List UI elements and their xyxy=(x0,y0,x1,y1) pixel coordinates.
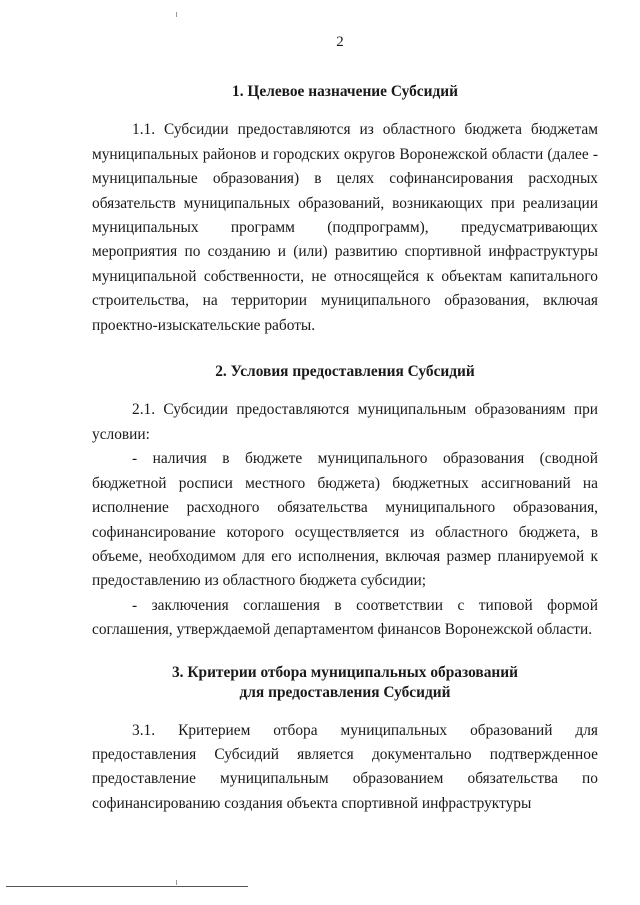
paragraph-2-1-condition-a: - наличия в бюджете муниципального образования (сводной бюджетной росписи местного бюджета) бюджетных ассигнований на исполнение расходного обязательства муниципального образования, софинансирование которого осуществляется из областного бюджета, в объеме, необходимом для его исполнения, включая размер планируемой к предоставлению из областного бюджета субсидии; xyxy=(92,450,598,590)
footer-rule xyxy=(6,886,248,887)
section-3-heading-line-1: 3. Критерии отбора муниципальных образований xyxy=(171,663,519,681)
paragraph-3-1: 3.1. Критерием отбора муниципальных образований для предоставления Субсидий является документально подтвержденное предоставление муниципальным образованием обязательства по софинансированию создания объекта спортивной инфраструктуры xyxy=(92,721,598,812)
document-body xyxy=(92,80,598,816)
section-3-heading xyxy=(92,663,598,703)
scan-speck xyxy=(176,880,177,885)
section-1-heading: 1. Целевое назначение Субсидий xyxy=(232,83,458,100)
page-number: 2 xyxy=(336,34,344,50)
paragraph-2-1: 2.1. Субсидии предоставляются муниципальным образованиям при условии: xyxy=(92,401,598,443)
paragraph-1-1: 1.1. Субсидии предоставляются из областного бюджета бюджетам муниципальных районов и городских округов Воронежской области (далее - муниципальные образования) в целях софинансирования расходных обязательств муниципальных образований, возникающих при реализации муниципальных программ (подпрограмм), предусматривающих мероприятия по созданию и (или) развитию спортивной инфраструктуры муниципальной собственности, не относящейся к объектам капитального строительства, на территории муниципального образования, включая проектно-изыскательские работы. xyxy=(92,121,598,334)
paragraph-2-1-condition-b: - заключения соглашения в соответствии с типовой формой соглашения, утверждаемой департаментом финансов Воронежской области. xyxy=(92,596,598,639)
section-3-heading-line-2: для предоставления Субсидий xyxy=(239,683,451,701)
section-2-heading: 2. Условия предоставления Субсидий xyxy=(215,363,475,381)
scan-speck xyxy=(176,12,177,17)
